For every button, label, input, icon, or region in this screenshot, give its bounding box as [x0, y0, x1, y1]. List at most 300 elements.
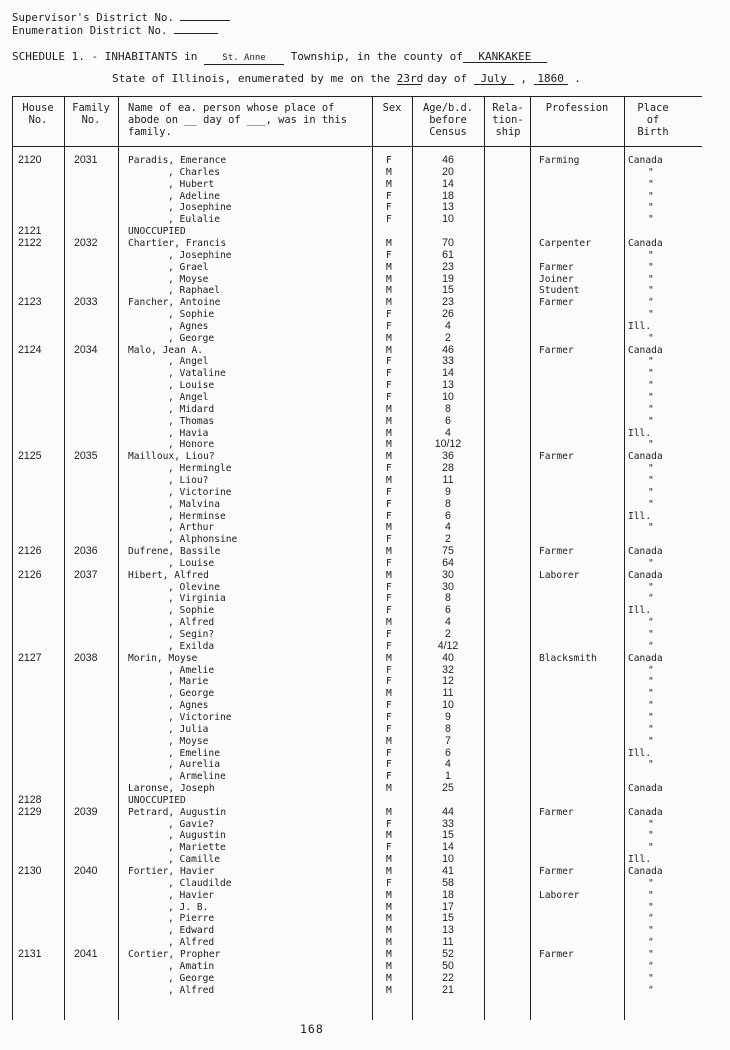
person-name: , Victorine [168, 486, 232, 498]
person-name: , Havier [168, 889, 215, 901]
cell-sex: M [386, 972, 392, 984]
column-header-profession: Profession [545, 102, 609, 114]
person-name: , Moyse [168, 273, 209, 285]
cell-sex: F [386, 557, 392, 569]
cell-sex: M [386, 522, 392, 534]
person-name: , Armeline [168, 771, 226, 783]
cell-birth: " [648, 617, 654, 629]
column-rule [12, 96, 13, 1020]
person-name: , Mariette [168, 842, 226, 854]
enumeration-day: 23rd [396, 72, 424, 85]
cell-birth: " [648, 166, 654, 178]
cell-sex: F [386, 676, 392, 688]
cell-age: 28 [442, 462, 454, 475]
person-name: , Amatin [168, 960, 215, 972]
person-name: Cortier, Propher [128, 948, 221, 960]
cell-birth: " [648, 332, 654, 344]
schedule-prefix: SCHEDULE 1. - INHABITANTS in [12, 50, 198, 63]
cell-age: 32 [442, 663, 454, 676]
cell-birth: " [648, 735, 654, 747]
cell-birth: " [648, 925, 654, 937]
cell-age: 19 [442, 272, 454, 285]
cell-family: 2034 [74, 343, 98, 356]
cell-profession: Farmer [539, 261, 574, 273]
cell-family: 2032 [74, 236, 98, 249]
cell-age: 6 [445, 604, 451, 617]
cell-age: 30 [442, 568, 454, 581]
cell-age: 6 [445, 509, 451, 522]
cell-age: 13 [442, 379, 454, 392]
cell-sex: F [386, 463, 392, 475]
cell-sex: M [386, 937, 392, 949]
cell-birth: " [648, 498, 654, 510]
column-header-sex: Sex [382, 102, 402, 114]
person-name: Petrard, Augustin [128, 806, 227, 818]
cell-birth: Canada [628, 652, 663, 664]
cell-sex: F [386, 368, 392, 380]
cell-house: 2124 [18, 343, 42, 356]
cell-sex: M [386, 652, 392, 664]
cell-birth: " [648, 937, 654, 949]
cell-age: 8 [445, 497, 451, 510]
person-name: , Herminse [168, 510, 226, 522]
cell-birth: " [648, 261, 654, 273]
cell-sex: F [386, 664, 392, 676]
cell-profession: Carpenter [539, 237, 591, 249]
cell-sex: M [386, 889, 392, 901]
person-name: , Moyse [168, 735, 209, 747]
cell-age: 33 [442, 817, 454, 830]
column-rule [372, 96, 373, 1020]
cell-age: 46 [442, 154, 454, 166]
cell-birth: " [648, 202, 654, 214]
cell-house: 2131 [18, 947, 42, 960]
cell-age: 4 [445, 616, 451, 629]
cell-sex: F [386, 640, 392, 652]
cell-age: 11 [442, 687, 454, 700]
cell-birth: " [648, 403, 654, 415]
column-rule [118, 96, 119, 1020]
cell-house: 2120 [18, 154, 42, 166]
person-name: , Julia [168, 723, 209, 735]
cell-sex: F [386, 155, 392, 166]
person-name: , George [168, 332, 215, 344]
cell-sex: F [386, 747, 392, 759]
column-header-family: Family No. [72, 102, 110, 126]
person-name: , Josephine [168, 249, 232, 261]
cell-sex: M [386, 451, 392, 463]
person-name: , Augustin [168, 830, 226, 842]
cell-sex: M [386, 960, 392, 972]
cell-age: 21 [442, 983, 454, 996]
cell-sex: F [386, 320, 392, 332]
cell-age: 11 [442, 473, 454, 486]
cell-sex: F [386, 214, 392, 226]
column-rule [64, 96, 65, 1020]
cell-age: 61 [442, 248, 454, 261]
enumeration-month: July [474, 73, 514, 85]
cell-sex: F [386, 605, 392, 617]
person-name: , Camille [168, 854, 220, 866]
cell-birth: " [648, 190, 654, 202]
cell-birth: " [648, 474, 654, 486]
cell-age: 23 [442, 260, 454, 273]
cell-sex: F [386, 629, 392, 640]
cell-age: 4/12 [437, 639, 459, 652]
cell-birth: " [648, 439, 654, 451]
cell-age: 18 [442, 888, 454, 901]
cell-age: 50 [442, 959, 454, 972]
cell-sex: M [386, 925, 392, 937]
cell-age: 1 [445, 770, 451, 783]
cell-sex: F [386, 593, 392, 605]
cell-sex: M [386, 569, 392, 581]
cell-birth: " [648, 593, 654, 605]
enumeration-year: 1860 [534, 73, 568, 85]
person-name: , Alfred [168, 984, 215, 996]
person-name: , Emeline [168, 747, 220, 759]
cell-sex: M [386, 913, 392, 925]
cell-sex: M [386, 984, 392, 996]
column-header-relationship: Rela- tion- ship [492, 102, 524, 138]
person-name: , Exilda [168, 640, 215, 652]
supervisor-district-line [12, 12, 230, 24]
cell-age: 10 [442, 391, 454, 403]
schedule-title [12, 50, 547, 65]
cell-age: 6 [445, 746, 451, 759]
person-name: , Edward [168, 925, 215, 937]
person-name: , Josephine [168, 202, 232, 214]
cell-sex: M [386, 237, 392, 249]
cell-sex: M [386, 332, 392, 344]
cell-sex: M [386, 688, 392, 700]
cell-sex: M [386, 546, 392, 558]
cell-profession: Farmer [539, 451, 574, 463]
person-name: , Segin? [168, 629, 215, 640]
cell-family: 2041 [74, 947, 98, 960]
cell-age: 2 [445, 533, 451, 546]
cell-sex: F [386, 759, 392, 771]
cell-family: 2036 [74, 545, 98, 558]
cell-profession: Joiner [539, 273, 574, 285]
cell-birth: " [648, 522, 654, 534]
cell-sex: F [386, 249, 392, 261]
person-name: , Victorine [168, 711, 232, 723]
cell-sex: M [386, 735, 392, 747]
cell-birth: Canada [628, 569, 663, 581]
cell-sex: M [386, 866, 392, 877]
person-name: , Grael [168, 261, 209, 273]
cell-birth: Canada [628, 866, 663, 877]
cell-birth: " [648, 948, 654, 960]
cell-sex: M [386, 297, 392, 309]
enumeration-district-value [174, 33, 218, 34]
cell-birth: " [648, 415, 654, 427]
cell-birth: " [648, 877, 654, 889]
person-name: , Charles [168, 166, 220, 178]
cell-age: 7 [445, 734, 451, 747]
cell-profession: Farmer [539, 866, 574, 877]
cell-age: 6 [445, 414, 451, 427]
cell-birth: Canada [628, 155, 663, 166]
cell-house: 2128 [18, 793, 42, 806]
cell-sex: M [386, 178, 392, 190]
person-name: , Arthur [168, 522, 215, 534]
cell-age: 15 [442, 829, 454, 842]
person-name: , Alfred [168, 617, 215, 629]
cell-age: 75 [442, 545, 454, 558]
cell-age: 40 [442, 651, 454, 664]
cell-profession: Farmer [539, 297, 574, 309]
person-name: UNOCCUPIED [128, 794, 186, 806]
cell-house: 2123 [18, 296, 42, 309]
cell-age: 10 [442, 853, 454, 866]
cell-age: 14 [442, 841, 454, 854]
person-name: Fortier, Havier [128, 866, 215, 877]
cell-family: 2031 [74, 154, 98, 166]
person-name: Hibert, Alfred [128, 569, 209, 581]
column-rule [412, 96, 413, 1020]
person-name: , George [168, 972, 215, 984]
person-name: , Eulalie [168, 214, 220, 226]
cell-age: 23 [442, 296, 454, 309]
person-name: , Angel [168, 356, 209, 368]
cell-house: 2126 [18, 545, 42, 558]
cell-sex: M [386, 854, 392, 866]
person-name: Morin, Moyse [128, 652, 198, 664]
person-name: , Agnes [168, 700, 209, 712]
cell-birth: " [648, 463, 654, 475]
person-name: , George [168, 688, 215, 700]
cell-age: 9 [445, 485, 451, 498]
cell-sex: M [386, 806, 392, 818]
cell-profession: Student [539, 285, 580, 297]
cell-age: 17 [442, 900, 454, 913]
cell-age: 4 [445, 426, 451, 439]
cell-birth: " [648, 297, 654, 309]
cell-birth: Canada [628, 546, 663, 558]
cell-birth: " [648, 960, 654, 972]
cell-age: 8 [445, 722, 451, 735]
cell-birth: " [648, 178, 654, 190]
cell-age: 15 [442, 912, 454, 925]
column-header-house: House No. [22, 102, 54, 126]
cell-birth: " [648, 889, 654, 901]
cell-house: 2121 [18, 225, 42, 238]
cell-age: 52 [442, 947, 454, 960]
cell-family: 2038 [74, 651, 98, 664]
person-name: , Sophie [168, 605, 215, 617]
cell-family: 2039 [74, 805, 98, 818]
supervisor-district-value [180, 20, 230, 21]
cell-age: 2 [445, 331, 451, 344]
cell-sex: M [386, 261, 392, 273]
cell-birth: Canada [628, 783, 663, 795]
person-name: Mailloux, Liou? [128, 451, 215, 463]
person-name: , Thomas [168, 415, 215, 427]
cell-birth: " [648, 380, 654, 392]
person-name: Paradis, Emerance [128, 155, 227, 166]
cell-sex: F [386, 771, 392, 783]
cell-sex: F [386, 581, 392, 593]
cell-age: 12 [442, 675, 454, 688]
cell-birth: " [648, 581, 654, 593]
enumeration-district-line [12, 25, 218, 37]
cell-profession: Farmer [539, 948, 574, 960]
cell-birth: Ill. [628, 747, 652, 759]
cell-birth: " [648, 356, 654, 368]
column-rule [530, 96, 531, 1020]
page-number: 168 [300, 1022, 324, 1036]
cell-birth: Ill. [628, 320, 652, 332]
cell-age: 36 [442, 450, 454, 463]
cell-house: 2125 [18, 450, 42, 463]
cell-age: 30 [442, 580, 454, 593]
cell-sex: F [386, 877, 392, 889]
cell-age: 15 [442, 284, 454, 297]
cell-sex: F [386, 818, 392, 830]
cell-age: 14 [442, 367, 454, 380]
cell-age: 22 [442, 971, 454, 984]
cell-family: 2035 [74, 450, 98, 463]
cell-sex: M [386, 901, 392, 913]
cell-age: 10/12 [434, 438, 462, 451]
cell-birth: " [648, 711, 654, 723]
person-name: , Aurelia [168, 759, 220, 771]
column-header-name: Name of ea. person whose place of abode on __ day of ___, was in this family. [128, 102, 347, 138]
cell-profession: Blacksmith [539, 652, 597, 664]
cell-age: 13 [442, 201, 454, 214]
cell-birth: " [648, 913, 654, 925]
cell-sex: M [386, 285, 392, 297]
cell-birth: " [648, 759, 654, 771]
person-name: , Vataline [168, 368, 226, 380]
cell-birth: " [648, 249, 654, 261]
person-name: , Sophie [168, 309, 215, 321]
cell-birth: " [648, 273, 654, 285]
cell-house: 2129 [18, 805, 42, 818]
cell-birth: " [648, 664, 654, 676]
cell-birth: Canada [628, 451, 663, 463]
cell-birth: " [648, 688, 654, 700]
person-name: , Honore [168, 439, 215, 451]
cell-sex: F [386, 700, 392, 712]
day-label: day of [427, 72, 468, 85]
cell-sex: M [386, 415, 392, 427]
cell-profession: Laborer [539, 889, 580, 901]
cell-sex: F [386, 486, 392, 498]
cell-age: 2 [445, 628, 451, 640]
cell-age: 20 [442, 165, 454, 178]
cell-house: 2130 [18, 865, 42, 877]
person-name: , Louise [168, 380, 215, 392]
cell-sex: F [386, 356, 392, 368]
cell-birth: " [648, 368, 654, 380]
person-name: , Agnes [168, 320, 209, 332]
cell-birth: " [648, 984, 654, 996]
person-name: UNOCCUPIED [128, 226, 186, 238]
person-name: Dufrene, Bassile [128, 546, 221, 558]
cell-birth: " [648, 285, 654, 297]
cell-house: 2122 [18, 236, 42, 249]
cell-age: 8 [445, 402, 451, 415]
person-name: , Alfred [168, 937, 215, 949]
cell-birth: " [648, 676, 654, 688]
cell-age: 64 [442, 556, 454, 569]
person-name: Malo, Jean A. [128, 344, 204, 356]
cell-birth: Canada [628, 806, 663, 818]
cell-sex: F [386, 510, 392, 522]
person-name: Chartier, Francis [128, 237, 227, 249]
cell-age: 10 [442, 213, 454, 226]
cell-sex: F [386, 534, 392, 546]
person-name: , Olevine [168, 581, 220, 593]
cell-age: 25 [442, 782, 454, 795]
enumeration-district-label: Enumeration District No. [12, 25, 168, 37]
cell-family: 2037 [74, 568, 98, 581]
cell-age: 46 [442, 343, 454, 356]
person-name: , Pierre [168, 913, 215, 925]
cell-sex: M [386, 830, 392, 842]
cell-sex: M [386, 948, 392, 960]
person-name: , Midard [168, 403, 215, 415]
cell-birth: " [648, 830, 654, 842]
cell-age: 13 [442, 924, 454, 937]
column-rule [624, 96, 625, 1020]
cell-sex: M [386, 344, 392, 356]
cell-birth: " [648, 901, 654, 913]
cell-sex: F [386, 380, 392, 392]
person-name: , Malvina [168, 498, 220, 510]
cell-profession: Farmer [539, 344, 574, 356]
cell-sex: M [386, 617, 392, 629]
person-name: , Louise [168, 557, 215, 569]
township-label: Township, in the county of [290, 50, 463, 63]
column-header-age: Age/b.d. before Census [422, 102, 474, 138]
column-rule [484, 96, 485, 1020]
person-name: , J. B. [168, 901, 209, 913]
cell-birth: " [648, 640, 654, 652]
cell-sex: M [386, 273, 392, 285]
person-name: , Claudilde [168, 877, 232, 889]
cell-birth: Ill. [628, 427, 652, 439]
cell-sex: F [386, 202, 392, 214]
cell-age: 33 [442, 355, 454, 368]
cell-sex: F [386, 309, 392, 321]
table-top-rule [12, 96, 702, 97]
cell-profession: Farmer [539, 546, 574, 558]
cell-sex: M [386, 403, 392, 415]
state-text: State of Illinois, enumerated by me on the [112, 72, 391, 85]
cell-birth: " [648, 842, 654, 854]
person-name: Laronse, Joseph [128, 783, 215, 795]
cell-age: 4 [445, 319, 451, 332]
cell-birth: " [648, 629, 654, 640]
cell-house: 2127 [18, 651, 42, 664]
cell-birth: " [648, 486, 654, 498]
cell-sex: F [386, 723, 392, 735]
supervisor-district-label: Supervisor's District No. [12, 12, 174, 24]
county-name: KANKAKEE [463, 51, 547, 63]
cell-birth: " [648, 214, 654, 226]
person-name: , Raphael [168, 285, 220, 297]
person-name: , Amelie [168, 664, 215, 676]
cell-birth: Canada [628, 344, 663, 356]
person-name: Fancher, Antoine [128, 297, 221, 309]
cell-age: 9 [445, 710, 451, 723]
cell-profession: Laborer [539, 569, 580, 581]
person-name: , Liou? [168, 474, 209, 486]
